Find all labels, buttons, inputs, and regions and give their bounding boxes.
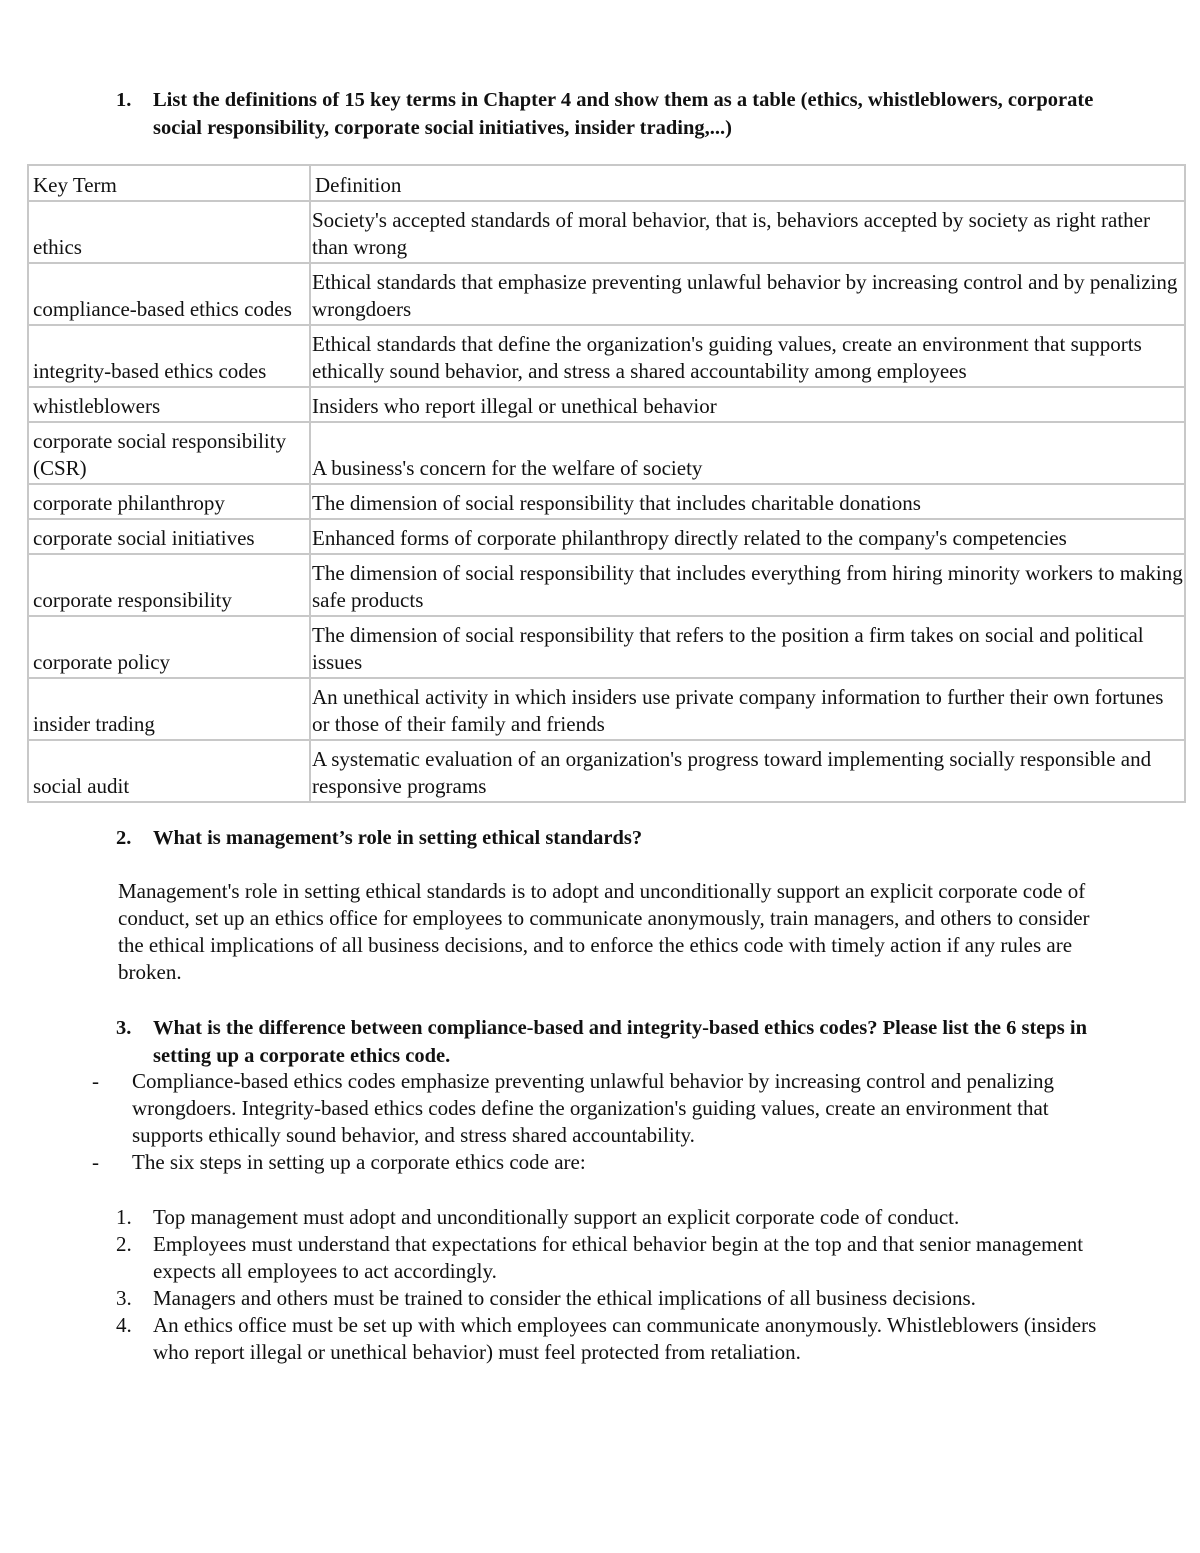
- definition-cell: A business's concern for the welfare of society: [310, 422, 1185, 484]
- question-3-bullets: [92, 1068, 1122, 1176]
- table-row: [28, 519, 1185, 554]
- table-row: [28, 422, 1185, 484]
- question-1-number: 1.: [116, 89, 132, 111]
- definition-cell: Enhanced forms of corporate philanthropy directly related to the company's competencies: [310, 519, 1185, 554]
- list-item: [116, 1231, 1116, 1285]
- step-text: Managers and others must be trained to consider the ethical implications of all business decisions.: [153, 1286, 976, 1310]
- question-2-text: What is management’s role in setting ethical standards?: [153, 827, 643, 849]
- definition-cell: Insiders who report illegal or unethical behavior: [310, 387, 1185, 422]
- definition-cell: A systematic evaluation of an organization's progress toward implementing socially responsible and responsive programs: [310, 740, 1185, 802]
- bullet-text: The six steps in setting up a corporate ethics code are:: [132, 1150, 586, 1174]
- table-row: [28, 387, 1185, 422]
- list-item: [92, 1149, 1122, 1176]
- term-cell: compliance-based ethics codes: [28, 263, 310, 325]
- dash-marker: -: [92, 1150, 99, 1174]
- question-2: [116, 824, 1116, 852]
- definition-cell: The dimension of social responsibility that includes everything from hiring minority workers to making safe products: [310, 554, 1185, 616]
- bullet-text: Compliance-based ethics codes emphasize preventing unlawful behavior by increasing control and penalizing wrongdoers. Integrity-based ethics codes define the organization's guiding values, create an environment that supports ethically sound behavior, and stress shared accountability.: [132, 1069, 1054, 1147]
- table-row: [28, 201, 1185, 263]
- table-row: [28, 678, 1185, 740]
- definition-cell: The dimension of social responsibility that refers to the position a firm takes on social and political issues: [310, 616, 1185, 678]
- step-number: 1.: [116, 1205, 132, 1229]
- question-1-text: List the definitions of 15 key terms in Chapter 4 and show them as a table (ethics, whistleblowers, corporate social responsibility, corporate social initiatives, insider trading,...): [153, 89, 1094, 139]
- table-header-row: [28, 165, 1185, 201]
- question-2-answer: Management's role in setting ethical standards is to adopt and unconditionally support an explicit corporate code of conduct, set up an ethics office for employees to communicate anonymously, train managers, and others to consider the ethical implications of all business decisions, and to enforce the ethics code with timely action if any rules are broken.: [118, 879, 1090, 984]
- term-cell: social audit: [28, 740, 310, 802]
- step-text: An ethics office must be set up with which employees can communicate anonymously. Whistleblowers (insiders who report illegal or unethical behavior) must feel protected from retaliation.: [153, 1313, 1097, 1364]
- list-item: [116, 1204, 1116, 1231]
- question-3-number: 3.: [116, 1017, 132, 1039]
- list-item: [116, 1285, 1116, 1312]
- step-number: 4.: [116, 1313, 132, 1337]
- step-number: 2.: [116, 1232, 132, 1256]
- term-cell: ethics: [28, 201, 310, 263]
- table-row: [28, 263, 1185, 325]
- step-text: Top management must adopt and unconditionally support an explicit corporate code of conduct.: [153, 1205, 960, 1229]
- term-cell: corporate policy: [28, 616, 310, 678]
- definition-cell: An unethical activity in which insiders use private company information to further their own fortunes or those of their family and friends: [310, 678, 1185, 740]
- key-terms-table: [27, 164, 1186, 803]
- term-cell: corporate social responsibility (CSR): [28, 422, 310, 484]
- list-item: [116, 1312, 1116, 1366]
- list-item: [92, 1068, 1122, 1149]
- question-2-number: 2.: [116, 827, 132, 849]
- table-row: [28, 740, 1185, 802]
- term-cell: corporate responsibility: [28, 554, 310, 616]
- table-row: [28, 484, 1185, 519]
- dash-marker: -: [92, 1069, 99, 1093]
- ethics-code-steps: [116, 1204, 1116, 1366]
- term-cell: corporate philanthropy: [28, 484, 310, 519]
- table-row: [28, 616, 1185, 678]
- definition-cell: Ethical standards that define the organization's guiding values, create an environment that supports ethically sound behavior, and stress a shared accountability among employees: [310, 325, 1185, 387]
- question-3: [116, 1014, 1116, 1070]
- table-row: [28, 554, 1185, 616]
- header-definition: Definition: [310, 165, 1185, 201]
- term-cell: insider trading: [28, 678, 310, 740]
- term-cell: whistleblowers: [28, 387, 310, 422]
- definition-cell: Ethical standards that emphasize preventing unlawful behavior by increasing control and by penalizing wrongdoers: [310, 263, 1185, 325]
- definition-cell: The dimension of social responsibility that includes charitable donations: [310, 484, 1185, 519]
- header-key-term: Key Term: [28, 165, 310, 201]
- step-text: Employees must understand that expectations for ethical behavior begin at the top and that senior management expects all employees to act accordingly.: [153, 1232, 1084, 1283]
- step-number: 3.: [116, 1286, 132, 1310]
- table-row: [28, 325, 1185, 387]
- question-1: [116, 86, 1116, 142]
- question-3-text: What is the difference between compliance-based and integrity-based ethics codes? Please list the 6 steps in setting up a corporate ethics code.: [153, 1017, 1088, 1067]
- term-cell: corporate social initiatives: [28, 519, 310, 554]
- term-cell: integrity-based ethics codes: [28, 325, 310, 387]
- definition-cell: Society's accepted standards of moral behavior, that is, behaviors accepted by society as right rather than wrong: [310, 201, 1185, 263]
